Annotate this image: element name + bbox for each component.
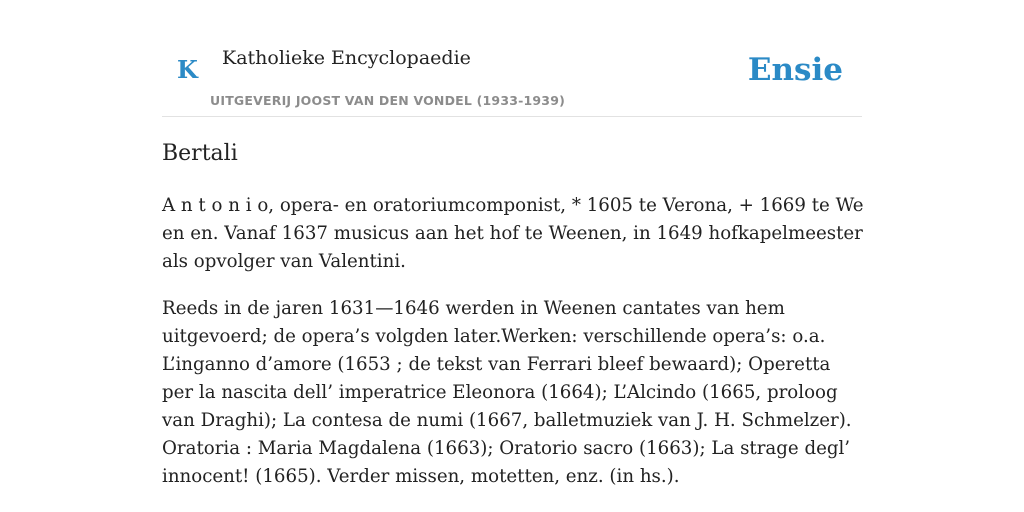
encyclopedia-title[interactable]: Katholieke Encyclopaedie [222, 47, 471, 69]
encyclopedia-logo[interactable]: K [177, 55, 198, 84]
entry-paragraph-2: Reeds in de jaren 1631—1646 werden in Weenen cantates van hem uitgevoerd; de opera’s volgden later.Werken: verschillende opera’s: o.a. L’inganno d’amore (1653 ; de tekst van Ferrari bleef bewaard); Operetta per la nascita dell’ imperatrice Eleonora (1664); L’Alcindo (1665, proloog van Draghi); La contesa de numi (1667, balletmuziek van J. H. Schmelzer). Oratoria : Maria Magdalena (1663); Oratorio sacro (1663); La strage degl’ innocent! (1665). Verder missen, motetten, enz. (in hs.). [162, 298, 852, 487]
ensie-brand-link[interactable]: Ensie [747, 52, 843, 88]
entry-title: Bertali [162, 141, 238, 166]
site-header [162, 36, 862, 117]
entry-paragraph-1: A n t o n i o, opera- en oratoriumcomponist, * 1605 te Verona, + 1669 te We en en. Vanaf 1637 musicus aan het hof te Weenen, in 1649 hofkapelmeester als opvolger van Valentini. [162, 195, 864, 272]
publisher-label: UITGEVERIJ JOOST VAN DEN VONDEL (1933-1939) [210, 93, 566, 108]
